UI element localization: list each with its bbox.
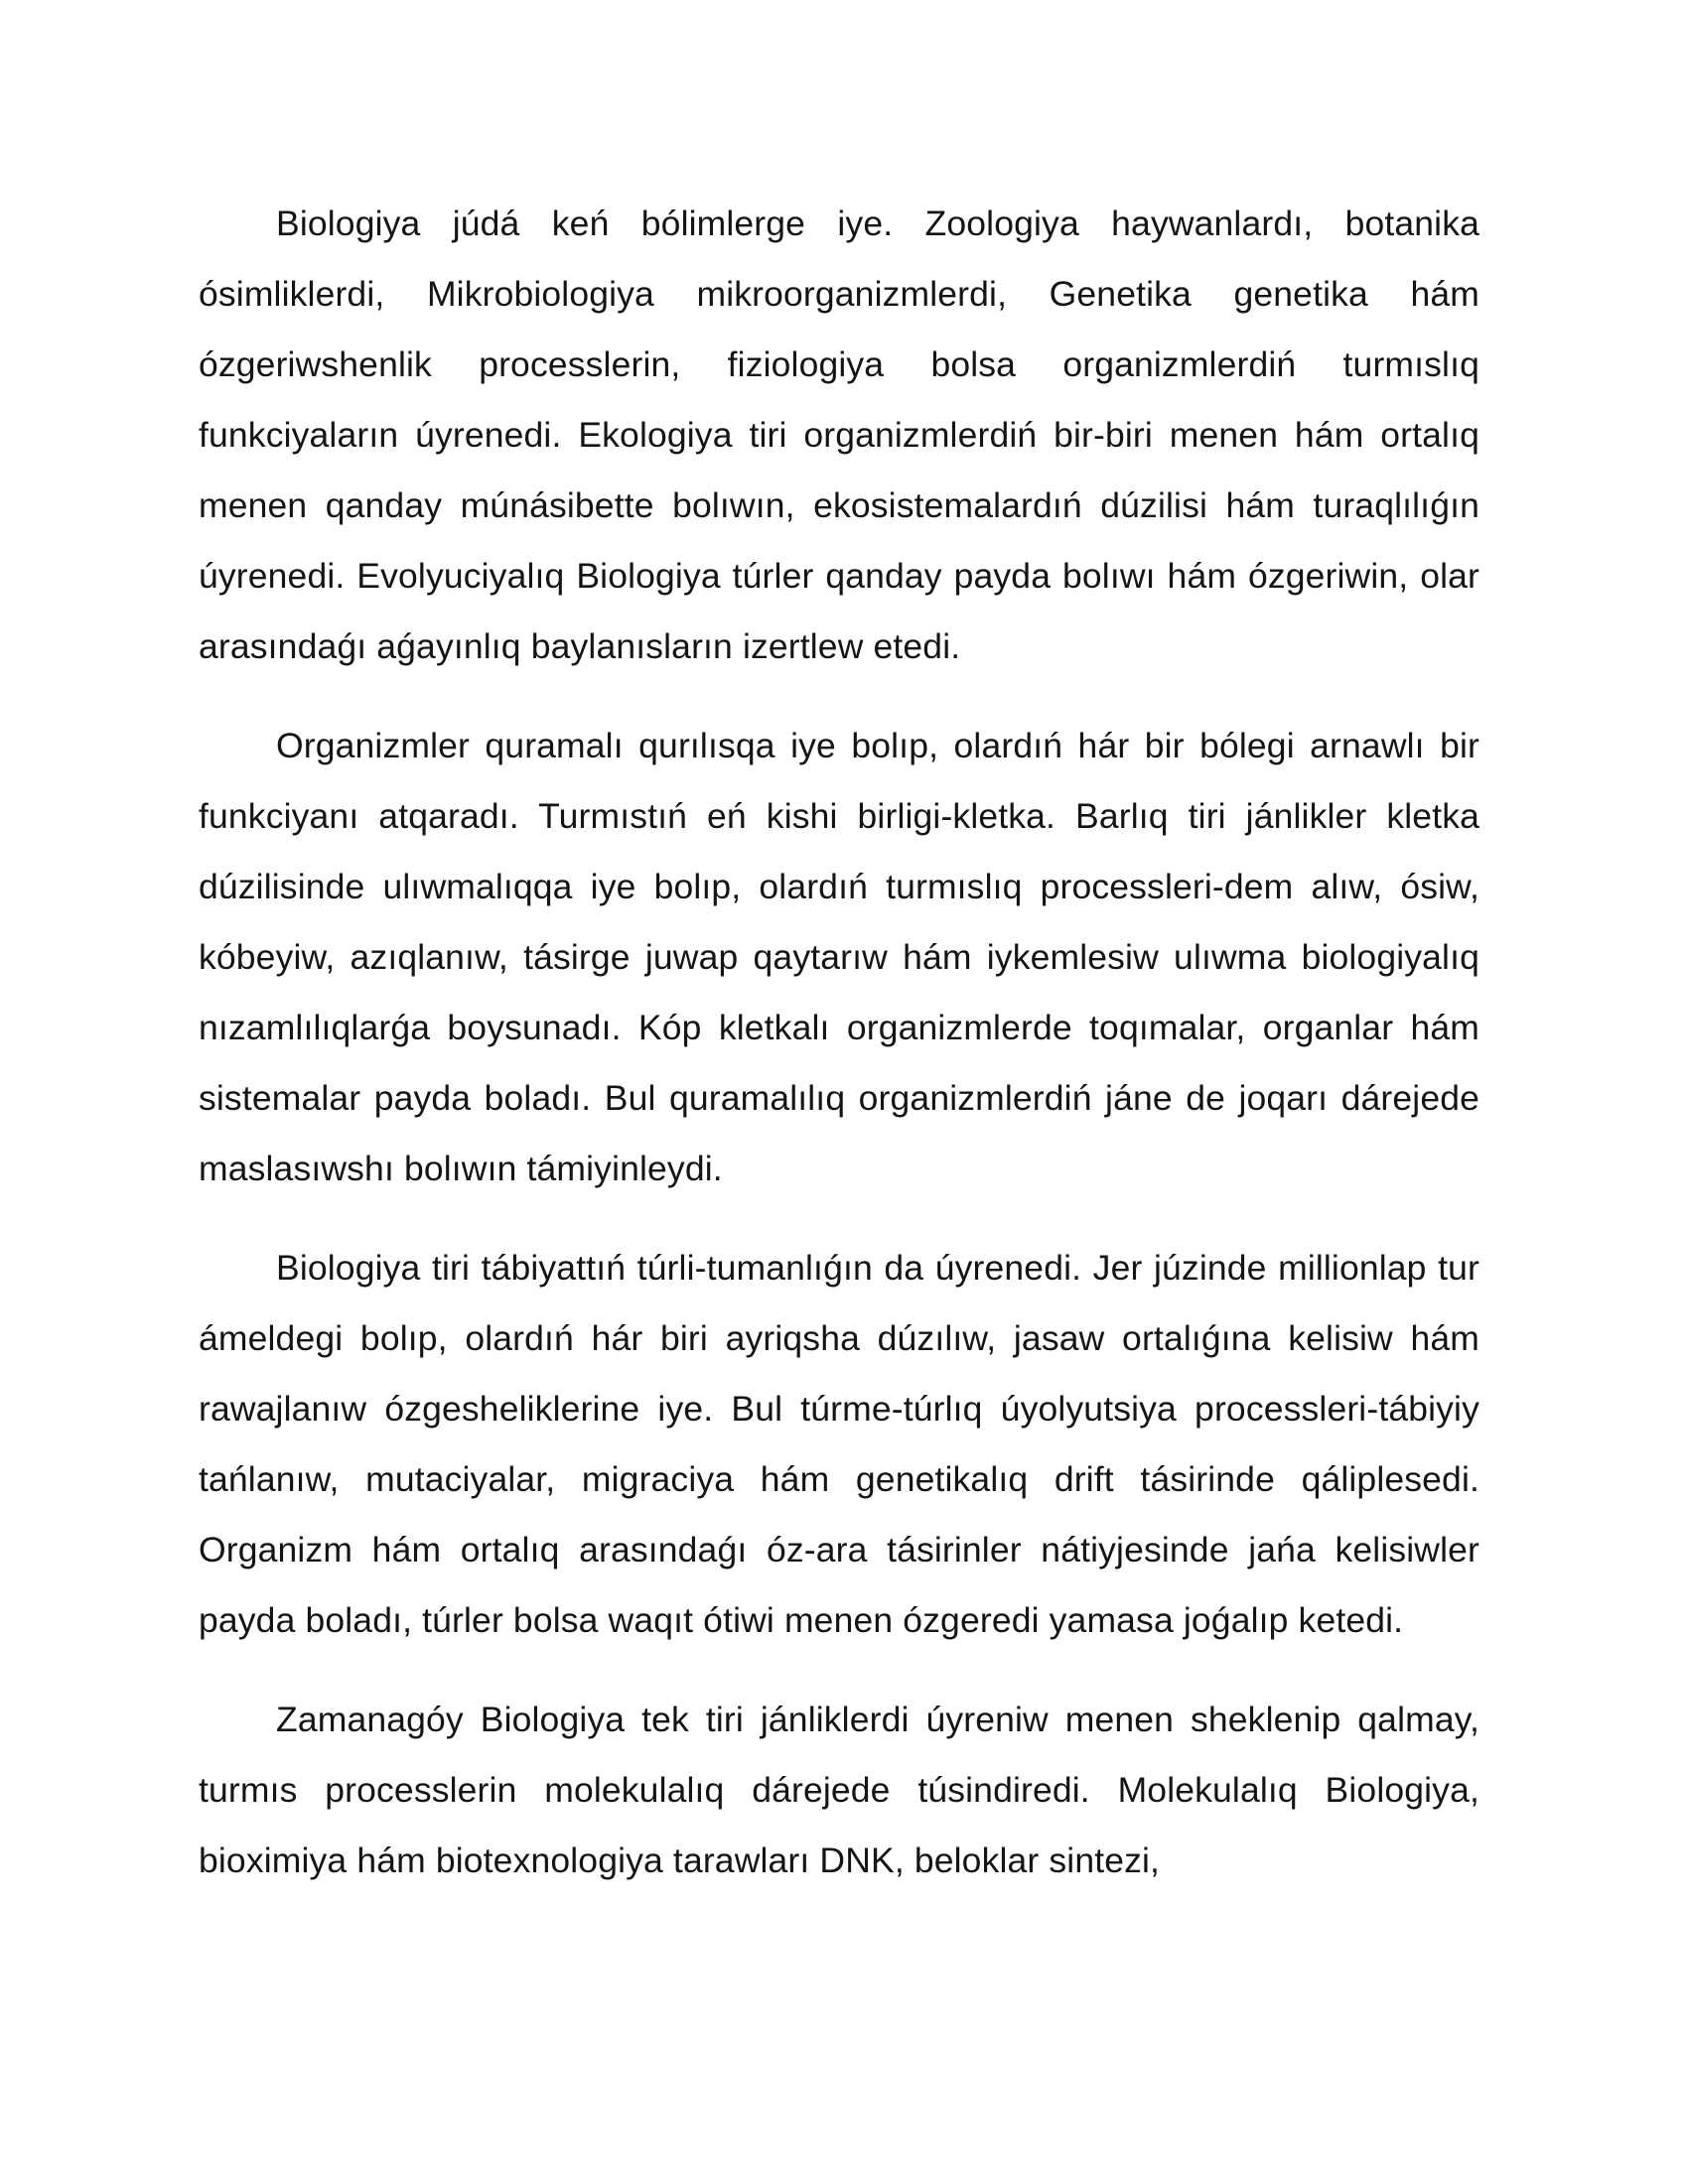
paragraph-4: Zamanagóy Biologiya tek tiri jánliklerdi úyreniw menen sheklenip qalmay, turmıs processlerin molekulalıq dárejede túsindiredi. Molekulalıq Biologiya, bioximiya hám biotexnologiya tarawları DNK, beloklar sintezi,: [199, 1700, 1479, 1880]
document-body: [199, 189, 1479, 1925]
paragraph-3: Biologiya tiri tábiyattıń túrli-tumanlıǵın da úyrenedi. Jer júzinde millionlap tur ámeldegi bolıp, olardıń hár biri ayriqsha dúzılıw, jasaw ortalıǵına kelisiw hám rawajlanıw ózgesheliklerine iye. Bul túrme-túrlıq úyolyutsiya processleri-tábiyiy tańlanıw, mutaciyalar, migraciya hám genetikalıq drift tásirinde qáliplesedi. Organizm hám ortalıq arasındaǵı óz-ara tásirinler nátiyjesinde jańa kelisiwler payda boladı, túrler bolsa waqıt ótiwi menen ózgeredi yamasa joǵalıp ketedi.: [199, 1248, 1479, 1640]
paragraph-2: Organizmler quramalı qurılısqa iye bolıp, olardıń hár bir bólegi arnawlı bir funkciyanı atqaradı. Turmıstıń eń kishi birligi-kletka. Barlıq tiri jánlikler kletka dúzilisinde ulıwmalıqqa iye bolıp, olardıń turmıslıq processleri-dem alıw, ósiw, kóbeyiw, azıqlanıw, tásirge juwap qaytarıw hám iykemlesiw ulıwma biologiyalıq nızamlılıqlarǵa boysunadı. Kóp kletkalı organizmlerde toqımalar, organlar hám sistemalar payda boladı. Bul quramalılıq organizmlerdiń jáne de joqarı dárejede maslasıwshı bolıwın támiyinleydi.: [199, 726, 1479, 1188]
paragraph-1: Biologiya júdá keń bólimlerge iye. Zoologiya haywanlardı, botanika ósimliklerdi, Mikrobiologiya mikroorganizmlerdi, Genetika genetika hám ózgeriwshenlik processlerin, fiziologiya bolsa organizmlerdiń turmıslıq funkciyaların úyrenedi. Ekologiya tiri organizmlerdiń bir-biri menen hám ortalıq menen qanday múnásibette bolıwın, ekosistemalardıń dúzilisi hám turaqlılıǵın úyrenedi. Evolyuciyalıq Biologiya túrler qanday payda bolıwı hám ózgeriwin, olar arasındaǵı aǵayınlıq baylanısların izertlew etedi.: [199, 204, 1479, 666]
